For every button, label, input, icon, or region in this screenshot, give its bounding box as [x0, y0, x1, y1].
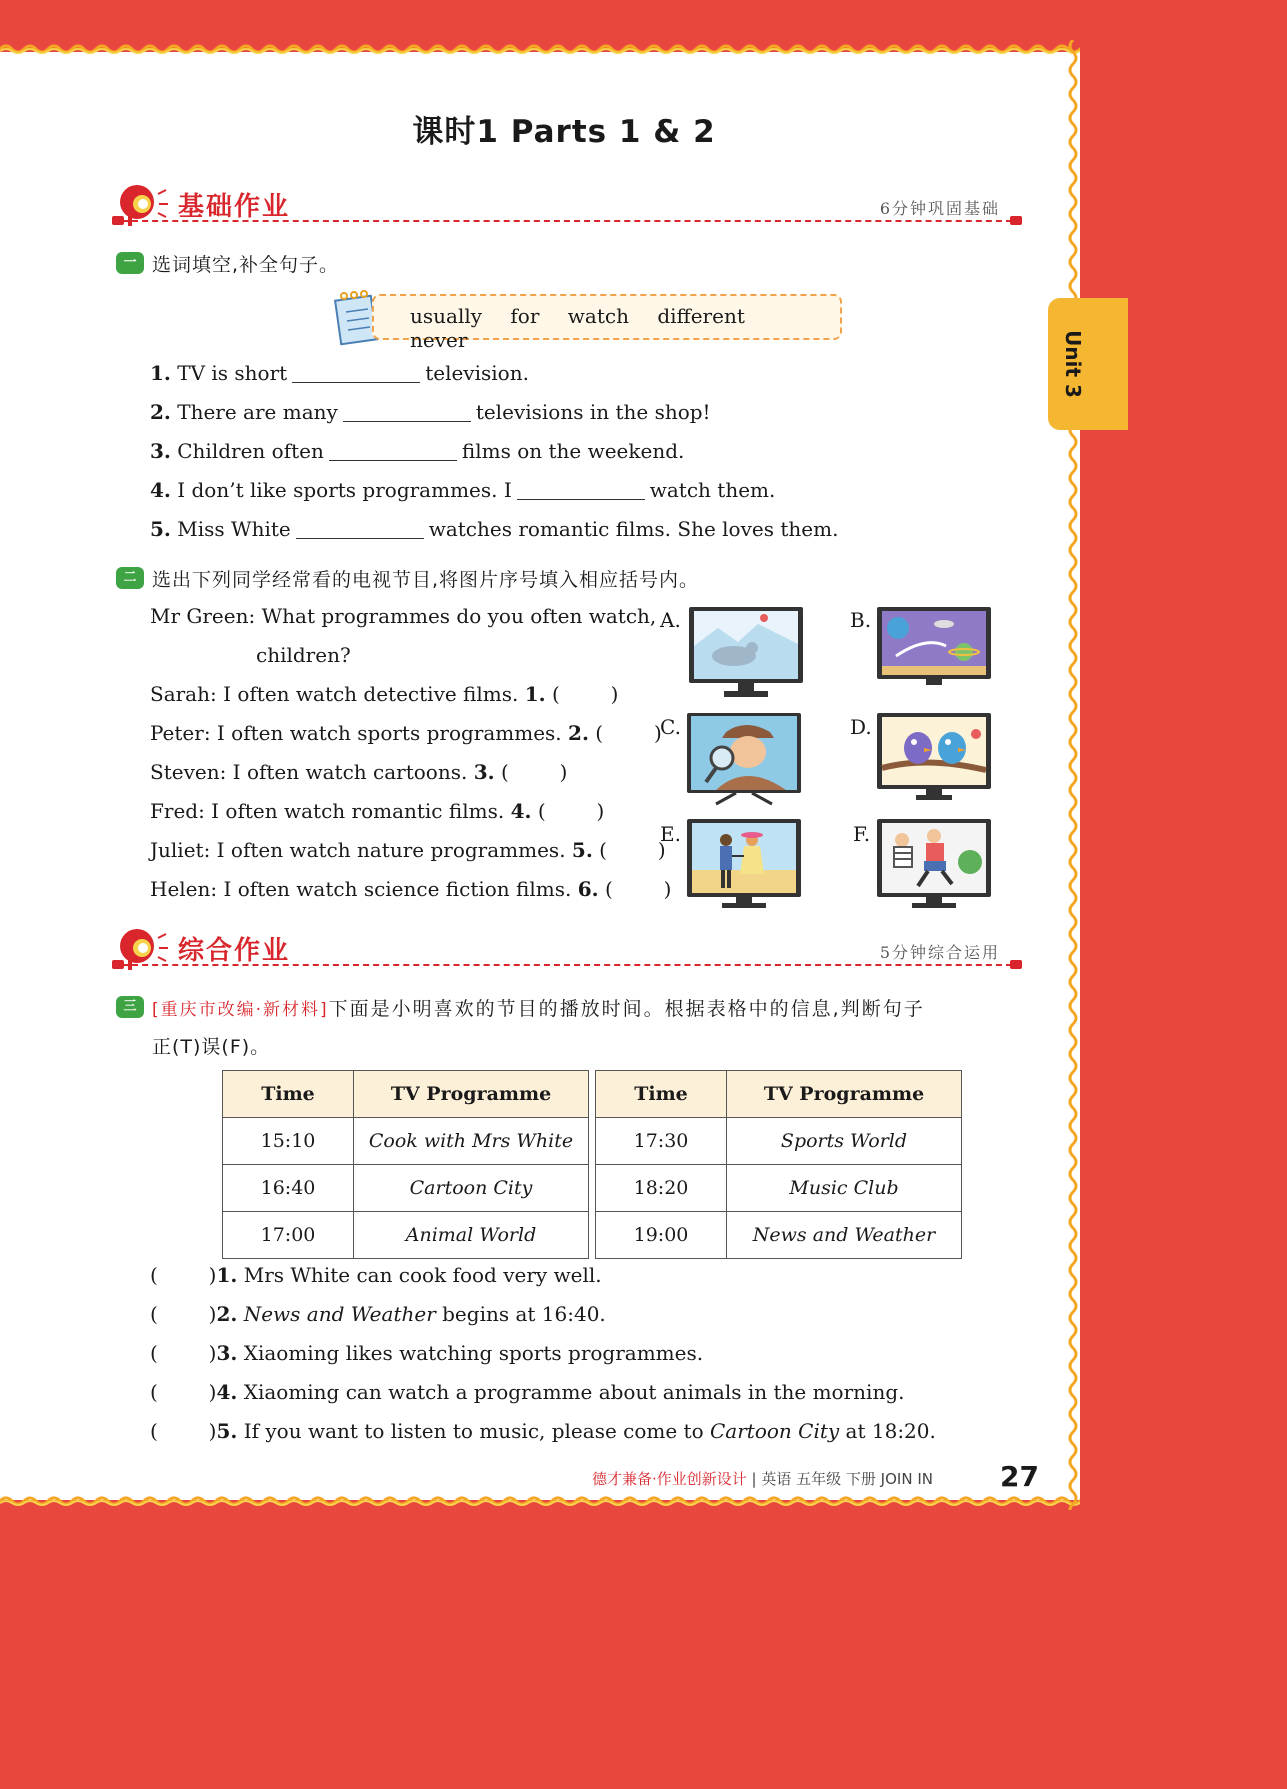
tv-cartoon-image: [876, 712, 992, 802]
picture-label-e: E.: [660, 822, 681, 846]
dialogue-intro-cont: children?: [256, 643, 351, 667]
bottom-wavy-border: [0, 1492, 1080, 1510]
word-bank: [410, 304, 840, 352]
q1-item: 1. TV is short television.: [150, 361, 529, 385]
true-false-item: ( )1. Mrs White can cook food very well.: [150, 1263, 602, 1287]
tv-romantic-film-image: [686, 818, 802, 910]
answer-blank[interactable]: [296, 518, 424, 539]
section-comprehensive-header: [112, 924, 1030, 984]
table-cell-programme: News and Weather: [727, 1212, 962, 1259]
picture-label-a: A.: [660, 608, 681, 632]
top-wavy-border: [0, 40, 1080, 58]
answer-bracket[interactable]: ( ): [604, 877, 672, 901]
q2-item: Fred: I often watch romantic films. 4. ( ): [150, 799, 605, 823]
table-cell-programme: Sports World: [727, 1118, 962, 1165]
table-row: [223, 1165, 962, 1212]
q1-item: 2. There are many televisions in the shop!: [150, 400, 711, 424]
divider-end-marker: [112, 960, 124, 969]
table-cell-programme: Cartoon City: [354, 1165, 589, 1212]
picture-label-d: D.: [850, 715, 872, 739]
true-false-item: ( )4. Xiaoming can watch a programme about animals in the morning.: [150, 1380, 905, 1404]
table-cell-time: 15:10: [223, 1118, 354, 1165]
table-cell-programme: Cook with Mrs White: [354, 1118, 589, 1165]
question-3-instruction-cont: 正(T)误(F)。: [152, 1036, 271, 1058]
picture-label-f: F.: [853, 822, 871, 846]
table-header-cell: Time: [596, 1071, 727, 1118]
footer-meta: 英语 五年级 下册 JOIN IN: [761, 1470, 933, 1488]
page-footer: 德才兼备·作业创新设计 | 英语 五年级 下册 JOIN IN: [592, 1470, 933, 1488]
answer-bracket[interactable]: ( ): [595, 721, 662, 745]
answer-bracket[interactable]: ( ): [150, 1341, 217, 1365]
q2-item: Peter: I often watch sports programmes. 2. ( ): [150, 721, 662, 745]
word-option: usually: [410, 304, 483, 328]
answer-bracket[interactable]: ( ): [150, 1302, 217, 1326]
section-title: 综合作业: [178, 936, 291, 966]
q2-item: Sarah: I often watch detective films. 1. ( ): [150, 682, 619, 706]
question-badge-2: 二: [116, 567, 144, 589]
answer-bracket[interactable]: ( ): [150, 1380, 217, 1404]
tv-nature-programme-image: [688, 606, 804, 700]
table-cell-time: 18:20: [596, 1165, 727, 1212]
table-header-cell: TV Programme: [727, 1071, 962, 1118]
answer-bracket[interactable]: ( ): [552, 682, 619, 706]
footer-brand: 德才兼备·作业创新设计: [592, 1470, 747, 1488]
table-cell-programme: Music Club: [727, 1165, 962, 1212]
table-row: [223, 1118, 962, 1165]
table-cell-time: 17:30: [596, 1118, 727, 1165]
question-source: [重庆市改编·新材料]: [152, 1000, 329, 1020]
word-option: different: [657, 304, 745, 328]
word-option: never: [410, 328, 468, 352]
answer-bracket[interactable]: ( ): [150, 1419, 217, 1443]
table-header-row: [223, 1071, 962, 1118]
q1-item: 3. Children often films on the weekend.: [150, 439, 685, 463]
answer-blank[interactable]: [517, 479, 645, 500]
answer-blank[interactable]: [329, 440, 457, 461]
picture-label-c: C.: [660, 715, 681, 739]
true-false-item: ( )2. News and Weather begins at 16:40.: [150, 1302, 606, 1326]
table-row: [223, 1212, 962, 1259]
answer-bracket[interactable]: ( ): [537, 799, 605, 823]
q2-item: Juliet: I often watch nature programmes. 5. ( ): [150, 838, 666, 862]
answer-blank[interactable]: [343, 401, 471, 422]
page-number: 27: [1000, 1460, 1039, 1493]
table-header-cell: TV Programme: [354, 1071, 589, 1118]
tv-science-fiction-image: [876, 606, 992, 688]
answer-blank[interactable]: [292, 362, 420, 383]
q2-item: Helen: I often watch science fiction films. 6. ( ): [150, 877, 672, 901]
answer-bracket[interactable]: ( ): [500, 760, 568, 784]
word-bank-box: [372, 294, 842, 352]
divider-end-marker: [1010, 216, 1022, 225]
programme-schedule-table: [222, 1070, 962, 1259]
question-badge-3: 三: [116, 996, 144, 1018]
q1-item: 5. Miss White watches romantic films. She loves them.: [150, 517, 839, 541]
section-divider: [122, 220, 1022, 222]
table-cell-time: 17:00: [223, 1212, 354, 1259]
section-subtitle: 6分钟巩固基础: [879, 199, 1000, 218]
q2-item: Steven: I often watch cartoons. 3. ( ): [150, 760, 568, 784]
question-3-instruction: [重庆市改编·新材料]下面是小明喜欢的节目的播放时间。根据表格中的信息,判断句子: [152, 998, 925, 1020]
right-wavy-border: [1064, 40, 1082, 1510]
table-cell-time: 19:00: [596, 1212, 727, 1259]
table-cell-time: 16:40: [223, 1165, 354, 1212]
section-title: 基础作业: [178, 192, 291, 222]
table-header-cell: Time: [223, 1071, 354, 1118]
answer-bracket[interactable]: ( ): [599, 838, 666, 862]
question-badge-1: 一: [116, 252, 144, 274]
dialogue-intro: Mr Green: What programmes do you often watch,: [150, 604, 657, 628]
true-false-item: ( )5. If you want to listen to music, please come to Cartoon City at 18:20.: [150, 1419, 936, 1443]
section-divider: [122, 964, 1022, 966]
divider-end-marker: [112, 216, 124, 225]
q1-item: 4. I don’t like sports programmes. I watch them.: [150, 478, 776, 502]
answer-bracket[interactable]: ( ): [150, 1263, 217, 1287]
question-2-instruction: 选出下列同学经常看的电视节目,将图片序号填入相应括号内。: [152, 569, 700, 591]
table-cell-programme: Animal World: [354, 1212, 589, 1259]
divider-end-marker: [1010, 960, 1022, 969]
question-1-instruction: 选词填空,补全句子。: [152, 254, 340, 276]
word-option: for: [510, 304, 540, 328]
unit-tab-label: Unit 3: [1061, 330, 1085, 398]
true-false-item: ( )3. Xiaoming likes watching sports programmes.: [150, 1341, 704, 1365]
section-basic-header: [112, 180, 1030, 240]
tv-sports-programme-image: [876, 818, 992, 910]
picture-label-b: B.: [850, 608, 872, 632]
tv-detective-film-image: [686, 712, 802, 806]
section-subtitle: 5分钟综合运用: [879, 943, 1000, 962]
page-title: 课时1 Parts 1 & 2: [412, 114, 716, 150]
word-option: watch: [567, 304, 629, 328]
